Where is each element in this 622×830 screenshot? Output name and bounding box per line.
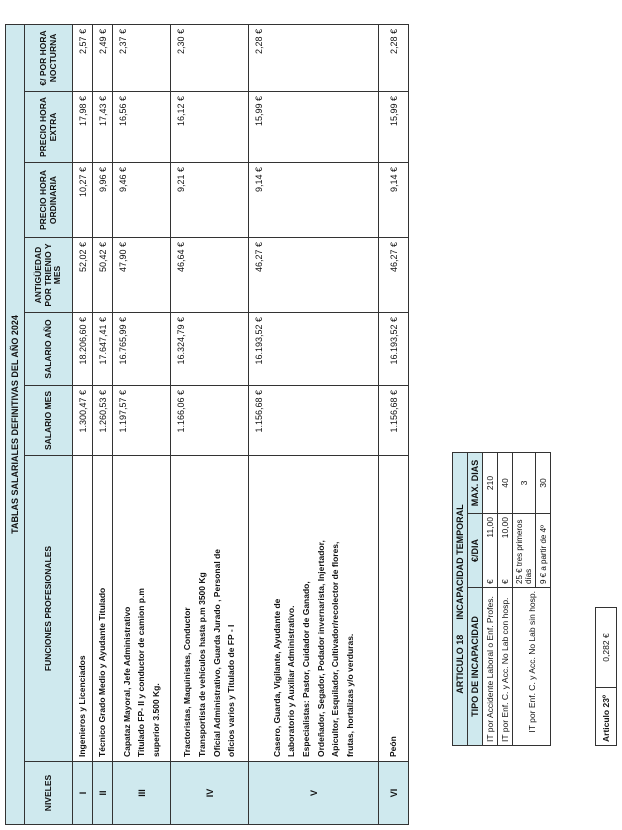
salary-row-salario-anio: 16.765,99 € — [113, 313, 171, 386]
funcion-line: superior 3.500 Kg. — [150, 683, 161, 757]
salary-row-funciones — [249, 456, 379, 762]
salary-row-salario-anio: 16.193,52 € — [249, 313, 379, 386]
it-row-3-sub-1-dias: 3 — [513, 452, 536, 513]
incapacidad-title-row — [453, 452, 468, 745]
salary-row-nocturna: 2,28 € — [379, 24, 409, 91]
salary-row-antiguedad: 46,27 € — [249, 238, 379, 313]
salary-row-nocturna: 2,30 € — [171, 24, 249, 91]
salary-row-precio-ordinaria: 9,14 € — [379, 163, 409, 238]
header-euro-dia: €/DIA — [468, 514, 483, 588]
salary-row-antiguedad: 46,27 € — [379, 238, 409, 313]
funcion-line: Oficial Administrativo, Guarda Jurado , Personal de — [211, 549, 222, 757]
funcion-line: Apicultor, Esquilador, Cultivador/recolector de flores, — [330, 541, 341, 757]
salary-row-funciones — [171, 456, 249, 762]
incapacidad-table — [452, 452, 551, 746]
salary-row-funciones — [93, 456, 113, 762]
salary-row-salario-mes: 1.260,53 € — [93, 386, 113, 456]
it-row-3-sub-1: 25 € tres primeros días — [513, 514, 536, 588]
salary-row-salario-mes: 1.156,68 € — [249, 386, 379, 456]
salary-row-funciones — [113, 456, 171, 762]
salary-row-funciones — [73, 456, 93, 762]
salary-row-salario-anio: 17.647,41 € — [93, 313, 113, 386]
salary-row — [93, 24, 113, 824]
salary-table-title: TABLAS SALARIALES DEFINITIVAS DEL AÑO 2024 — [6, 24, 25, 824]
salary-row-antiguedad: 52,02 € — [73, 238, 93, 313]
it-row-3-sub-2: 9 € a partir de 4º — [536, 514, 551, 588]
salary-row-nocturna: 2,57 € — [73, 24, 93, 91]
funcion-line: Casero, Guarda, Vigilante, Ayudante de — [271, 598, 282, 757]
header-salario-anio: SALARIO AÑO — [25, 313, 73, 386]
salary-table-body — [73, 24, 409, 824]
salary-row-salario-mes: 1.300,47 € — [73, 386, 93, 456]
funcion-line: Transportista de vehículos hasta p.m 3500 Kg — [196, 572, 207, 757]
it-row-2-amount-cell — [498, 514, 513, 588]
header-antiguedad: ANTIGÜEDAD POR TRIENIO Y MES — [25, 238, 73, 313]
it-row-1-amount: 11,00 — [485, 517, 495, 538]
it-row-1-amount-cell — [483, 514, 498, 588]
salary-row-precio-extra: 15,99 € — [379, 92, 409, 163]
salary-row-nivel: III — [113, 762, 171, 825]
salary-row-antiguedad: 50,42 € — [93, 238, 113, 313]
salary-row-antiguedad: 46,64 € — [171, 238, 249, 313]
it-row-2-dias: 40 — [498, 452, 513, 513]
articulo-23-value: 0,282 € — [601, 633, 611, 662]
articulo-23-box — [595, 607, 617, 746]
header-max-dias: MAX. DIAS — [468, 452, 483, 513]
funcion-line: Capataz Mayoral, Jefe Administrativo — [121, 606, 132, 757]
salary-row-nocturna: 2,37 € — [113, 24, 171, 91]
it-row-3-tipo: IT por Enf. C. y Acc. No Lab sin hosp. — [513, 588, 551, 746]
salary-row — [379, 24, 409, 824]
incapacidad-title: INCAPACIDAD TEMPORAL — [455, 504, 465, 620]
it-row-1-dias: 210 — [483, 452, 498, 513]
salary-row — [113, 24, 171, 824]
salary-row-precio-extra: 15,99 € — [249, 92, 379, 163]
salary-row-antiguedad: 47,90 € — [113, 238, 171, 313]
salary-row-precio-ordinaria: 9,96 € — [93, 163, 113, 238]
funcion-line: Ordeñador, Segador, Podador invernarista, Injertador, — [315, 540, 326, 757]
salary-row-funciones — [379, 456, 409, 762]
funcion-line: oficios varios y Titulado de FP - I — [226, 624, 237, 757]
it-row-1-tipo: IT por Accidente Laboral o Enf. Profes. — [483, 588, 498, 746]
header-tipo-incapacidad: TIPO DE INCAPACIDAD — [468, 588, 483, 746]
salary-row-nivel: II — [93, 762, 113, 825]
funcion-line: Tractoristas, Maquinistas, Conductor — [182, 607, 193, 757]
salary-row-nocturna: 2,49 € — [93, 24, 113, 91]
it-row-2-amount: 10,00 — [500, 517, 510, 539]
salary-row-precio-extra: 17,98 € — [73, 92, 93, 163]
incapacidad-article: ARTICULO 18 — [455, 634, 465, 694]
funcion-line: Laboratorio y Auxiliar Administrativo. — [286, 605, 297, 757]
funcion-line: Especialistas: Pastor, Cuidador de Ganado, — [300, 581, 311, 757]
funcion-line: Técnico Grado Medio y Ayudante Titulado — [97, 587, 108, 757]
it-row-2-currency: € — [500, 579, 510, 584]
salary-row-precio-ordinaria: 9,21 € — [171, 163, 249, 238]
salary-row-nivel: V — [249, 762, 379, 825]
salary-row-salario-anio: 16.324,79 € — [171, 313, 249, 386]
header-precio-extra: PRECIO HORA EXTRA — [25, 92, 73, 163]
salary-row-salario-anio: 16.193,52 € — [379, 313, 409, 386]
salary-row-nivel: VI — [379, 762, 409, 825]
header-niveles: NIVELES — [25, 762, 73, 825]
salary-table — [5, 24, 409, 825]
it-row-2-tipo: IT por Enf. C. y Acc. No Lab con hosp. — [498, 588, 513, 746]
salary-row-nivel: IV — [171, 762, 249, 825]
header-precio-ordinaria: PRECIO HORA ORDINARIA — [25, 163, 73, 238]
salary-row-precio-extra: 16,56 € — [113, 92, 171, 163]
salary-row-salario-mes: 1.166,06 € — [171, 386, 249, 456]
header-funciones: FUNCIONES PROFESIONALES — [25, 456, 73, 762]
salary-row-precio-ordinaria: 9,46 € — [113, 163, 171, 238]
salary-row — [73, 24, 93, 824]
funcion-line: Ingenieros y Licenciados — [77, 655, 88, 757]
header-nocturna: €/ POR HORA NOCTURNA — [25, 24, 73, 91]
header-salario-mes: SALARIO MES — [25, 386, 73, 456]
it-row-1-currency: € — [485, 579, 495, 584]
funcion-line: Peón — [388, 736, 399, 757]
it-row-3-sub-2-dias: 30 — [536, 452, 551, 513]
salary-row-salario-mes: 1.156,68 € — [379, 386, 409, 456]
salary-row — [171, 24, 249, 824]
funcion-line: frutas, hortalizas y/o verduras. — [344, 633, 355, 757]
funcion-line: Titulado FP- II y conductor de camion p.m — [136, 588, 147, 757]
salary-row — [249, 24, 379, 824]
salary-row-precio-extra: 17,43 € — [93, 92, 113, 163]
salary-row-nivel: I — [73, 762, 93, 825]
salary-row-precio-ordinaria: 9,14 € — [249, 163, 379, 238]
salary-row-nocturna: 2,28 € — [249, 24, 379, 91]
salary-row-precio-extra: 16,12 € — [171, 92, 249, 163]
salary-row-precio-ordinaria: 10,27 € — [73, 163, 93, 238]
salary-row-salario-anio: 18.206,60 € — [73, 313, 93, 386]
articulo-23-label: Articulo 23º — [596, 687, 616, 745]
salary-row-salario-mes: 1.197,57 € — [113, 386, 171, 456]
